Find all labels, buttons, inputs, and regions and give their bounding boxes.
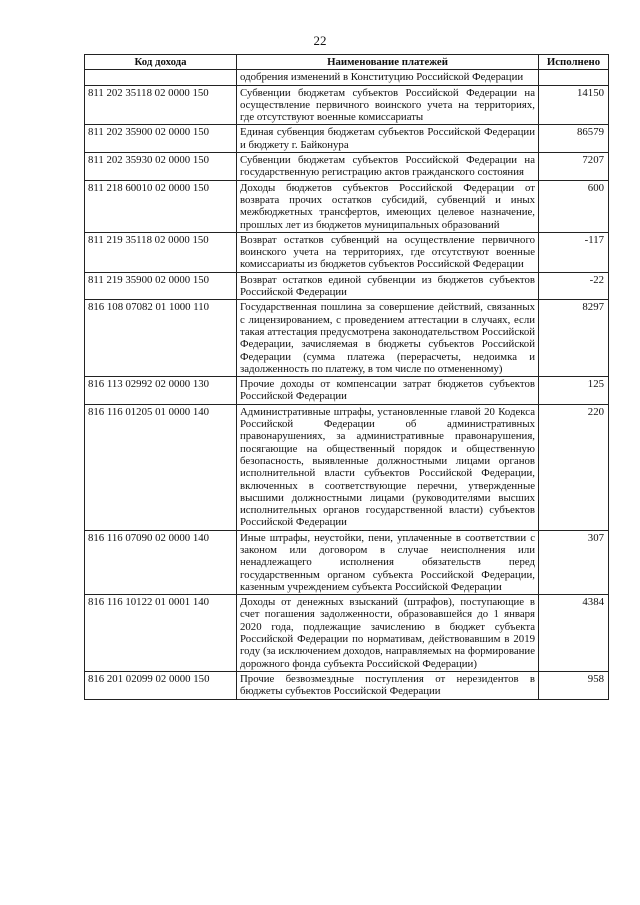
row-value: 600	[539, 180, 609, 232]
row-name: Административные штрафы, установленные главой 20 Кодекса Российской Федерации об административных правонарушениях, за административные правонарушения, посягающие на общественный порядок и общественную безопасность, выявленные должностными лицами органов исполнительной власти субъектов Российской Федерации, включенных в соответствующие перечни, утвержденные высшими должностными лицами (руководителями высших исполнительных органов государственной власти) субъектов Российской Федерации	[237, 404, 539, 530]
row-code	[85, 70, 237, 85]
table-row	[85, 595, 609, 672]
page-number: 22	[313, 33, 327, 48]
row-name: Возврат остатков единой субвенции из бюджетов субъектов Российской Федерации	[237, 272, 539, 300]
row-name: Субвенции бюджетам субъектов Российской Федерации на осуществление первичного воинского учета на территориях, где отсутствуют военные комиссариаты	[237, 85, 539, 125]
row-value: 958	[539, 671, 609, 699]
row-code: 816 116 07090 02 0000 140	[85, 530, 237, 594]
row-code: 811 219 35118 02 0000 150	[85, 232, 237, 272]
row-name: одобрения изменений в Конституцию Российской Федерации	[237, 70, 539, 85]
row-value: -22	[539, 272, 609, 300]
row-value: 307	[539, 530, 609, 594]
row-value: 4384	[539, 595, 609, 672]
revenue-table	[84, 54, 609, 700]
table-row	[85, 180, 609, 232]
row-code: 816 113 02992 02 0000 130	[85, 377, 237, 405]
table-row	[85, 300, 609, 377]
table-row	[85, 404, 609, 530]
row-code: 816 116 10122 01 0001 140	[85, 595, 237, 672]
row-value: -117	[539, 232, 609, 272]
row-name: Иные штрафы, неустойки, пени, уплаченные в соответствии с законом или договором в случае неисполнения или ненадлежащего исполнения обязательств перед государственным органом субъекта Российской Федерации, казенным учреждением субъекта Российской Федерации	[237, 530, 539, 594]
row-name: Единая субвенция бюджетам субъектов Российской Федерации и бюджету г. Байконура	[237, 125, 539, 153]
row-code: 811 219 35900 02 0000 150	[85, 272, 237, 300]
header-code: Код дохода	[85, 55, 237, 70]
row-value: 7207	[539, 153, 609, 181]
row-value: 86579	[539, 125, 609, 153]
row-value	[539, 70, 609, 85]
table-header-row	[85, 55, 609, 70]
table-row	[85, 530, 609, 594]
row-value: 14150	[539, 85, 609, 125]
header-name: Наименование платежей	[237, 55, 539, 70]
table-row	[85, 70, 609, 85]
table-row	[85, 153, 609, 181]
row-code: 816 108 07082 01 1000 110	[85, 300, 237, 377]
table-row	[85, 671, 609, 699]
row-code: 811 202 35930 02 0000 150	[85, 153, 237, 181]
table-body	[85, 70, 609, 699]
row-code: 816 116 01205 01 0000 140	[85, 404, 237, 530]
row-name: Доходы от денежных взысканий (штрафов), поступающие в счет погашения задолженности, образовавшейся до 1 января 2020 года, подлежащие зачислению в бюджет субъекта Российской Федерации по нормативам, действовавшим в 2019 году (за исключением доходов, направляемых на формирование дорожного фонда субъекта Российской Федерации)	[237, 595, 539, 672]
row-name: Государственная пошлина за совершение действий, связанных с лицензированием, с проведением аттестации в случаях, если такая аттестация предусмотрена законодательством Российской Федерации, зачисляемая в бюджеты субъектов Российской Федерации (сумма платежа (перерасчеты, недоимка и задолженность по платежу, в том числе по отмененному)	[237, 300, 539, 377]
row-name: Субвенции бюджетам субъектов Российской Федерации на государственную регистрацию актов гражданского состояния	[237, 153, 539, 181]
row-name: Прочие доходы от компенсации затрат бюджетов субъектов Российской Федерации	[237, 377, 539, 405]
table-row	[85, 377, 609, 405]
row-value: 125	[539, 377, 609, 405]
row-code: 811 202 35118 02 0000 150	[85, 85, 237, 125]
header-value: Исполнено	[539, 55, 609, 70]
table-row	[85, 272, 609, 300]
row-code: 816 201 02099 02 0000 150	[85, 671, 237, 699]
row-name: Доходы бюджетов субъектов Российской Федерации от возврата прочих остатков субсидий, субвенций и иных межбюджетных трансфертов, имеющих целевое назначение, прошлых лет из бюджетов муниципальных образований	[237, 180, 539, 232]
row-code: 811 218 60010 02 0000 150	[85, 180, 237, 232]
table-row	[85, 125, 609, 153]
table-row	[85, 232, 609, 272]
row-name: Прочие безвозмездные поступления от нерезидентов в бюджеты субъектов Российской Федерации	[237, 671, 539, 699]
table-row	[85, 85, 609, 125]
row-value: 220	[539, 404, 609, 530]
row-name: Возврат остатков субвенций на осуществление первичного воинского учета на территориях, где отсутствуют военные комиссариаты из бюджетов субъектов Российской Федерации	[237, 232, 539, 272]
row-value: 8297	[539, 300, 609, 377]
row-code: 811 202 35900 02 0000 150	[85, 125, 237, 153]
